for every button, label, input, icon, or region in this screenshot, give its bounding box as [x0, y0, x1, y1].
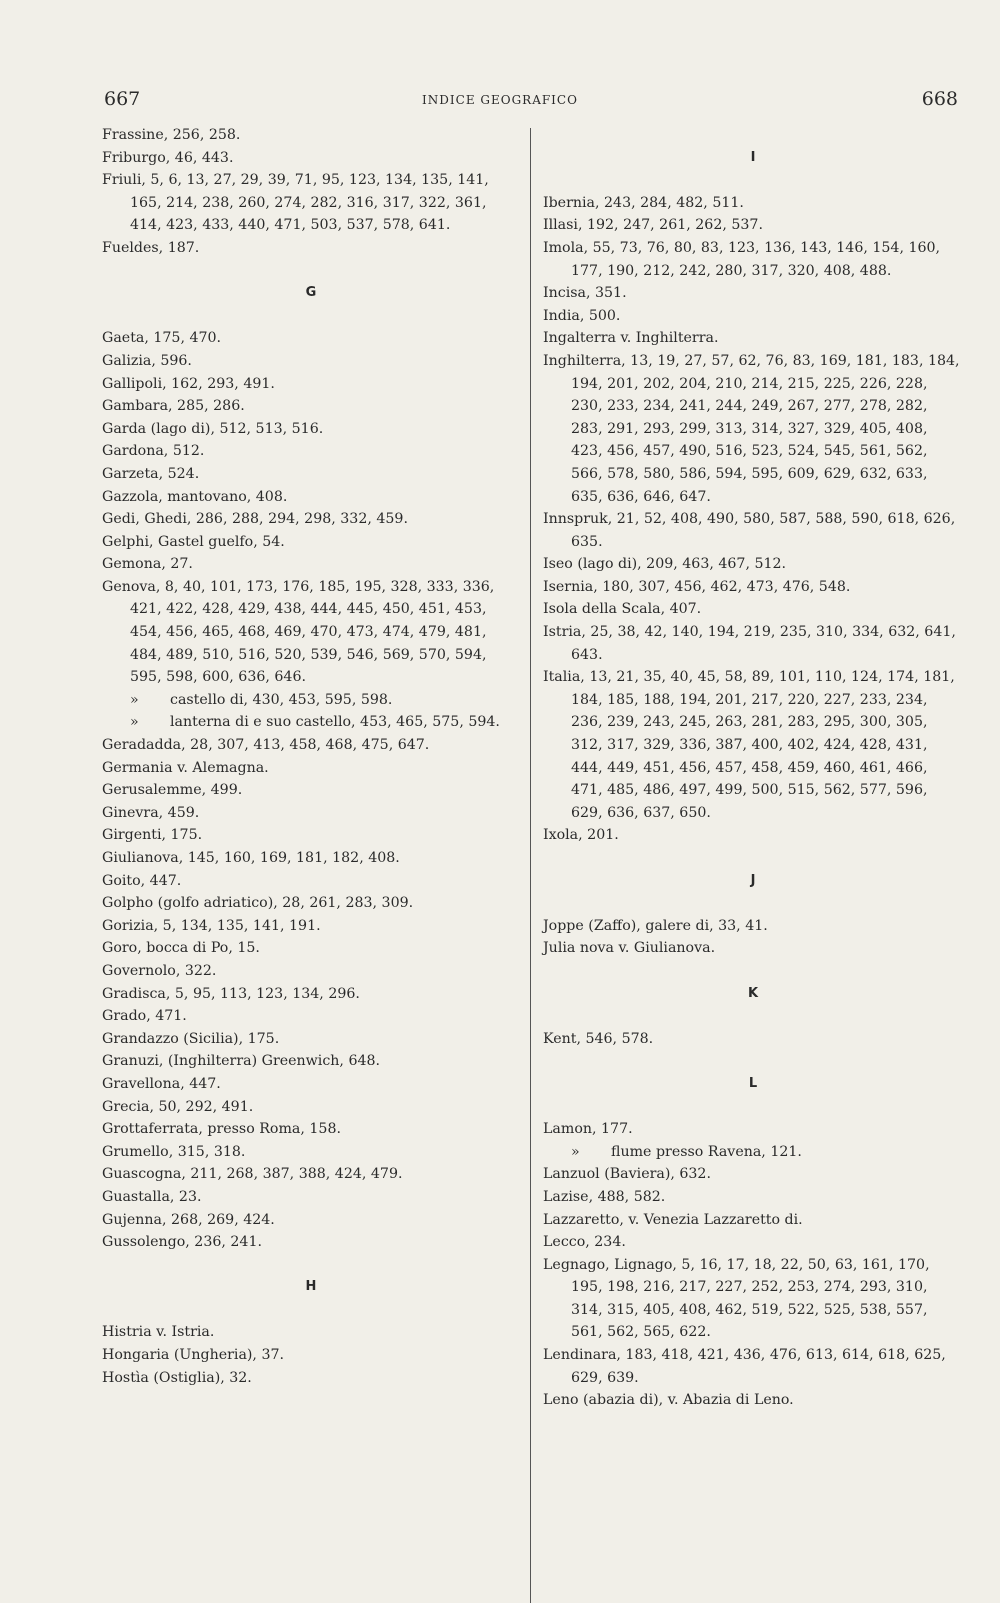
index-entry: Ibernia, 243, 284, 482, 511. — [543, 194, 744, 211]
index-entry: Gravellona, 447. — [102, 1075, 221, 1092]
index-entry: Gedi, Ghedi, 286, 288, 294, 298, 332, 459. — [102, 511, 408, 528]
index-entry: Garzeta, 524. — [102, 465, 200, 482]
index-entry: Geradadda, 28, 307, 413, 458, 468, 475, 647. — [102, 737, 430, 754]
ditto-mark: » — [130, 691, 139, 708]
index-entry: Inghilterra, 13, 19, 27, 57, 62, 76, 83, 169, 181, 183, 184, 194, 201, 202, 204, 210, 214, 215, 225, 226, 228, 230, 233, 234, 241, 244, 249, 267, 277, 278, 282, 283, 291, 293, 299, 313, 314, 327, 329, 405, 408, 423, 456, 457, 490, 516, 523, 524, 545, 561, 562, 566, 578, 580, 586, 594, 595, 609, 629, 632, 633, 635, 636, 646, 647. — [543, 352, 960, 505]
index-entry: Italia, 13, 21, 35, 40, 45, 58, 89, 101, 110, 124, 174, 181, 184, 185, 188, 194, 201, 217, 220, 227, 233, 234, 236, 239, 243, 245, 263, 281, 283, 295, 300, 305, 312, 317, 329, 336, 387, 400, 402, 424, 428, 431, 444, 449, 451, 456, 457, 458, 459, 460, 461, 466, 471, 485, 486, 497, 499, 500, 515, 562, 577, 596, 629, 636, 637, 650. — [543, 669, 955, 821]
index-entry: Istria, 25, 38, 42, 140, 194, 219, 235, 310, 334, 632, 641, 643. — [543, 624, 956, 663]
ditto-mark: » — [130, 714, 139, 731]
index-entry: Grecia, 50, 292, 491. — [102, 1098, 254, 1115]
index-entry: Giulianova, 145, 160, 169, 181, 182, 408. — [102, 850, 400, 866]
index-entry: Lendinara, 183, 418, 421, 436, 476, 613, 614, 618, 625, 629, 639. — [543, 1347, 946, 1386]
section-letter: I — [750, 149, 756, 165]
subentry-text: flume presso Ravena, 121. — [611, 1143, 802, 1160]
ditto-mark: » — [571, 1143, 580, 1160]
index-entry: Grandazzo (Sicilia), 175. — [102, 1030, 280, 1047]
index-entry: Isola della Scala, 407. — [543, 601, 702, 618]
right-page-number: 668 — [921, 88, 958, 110]
index-entry: Hostìa (Ostiglia), 32. — [102, 1369, 252, 1386]
section-letter: G — [305, 285, 317, 301]
index-entry: Grottaferrata, presso Roma, 158. — [102, 1121, 341, 1138]
index-entry: Incisa, 351. — [543, 285, 627, 302]
section-spacer — [102, 1254, 520, 1277]
section-spacer — [543, 169, 963, 192]
index-entry: Lazzaretto, v. Venezia Lazzaretto di. — [543, 1211, 803, 1228]
section-letter: H — [305, 1279, 317, 1295]
index-entry: Grado, 471. — [102, 1008, 187, 1025]
index-entry: Julia nova v. Giulianova. — [543, 940, 716, 957]
section-letter: L — [748, 1075, 758, 1091]
page-header — [0, 88, 1000, 118]
index-entry: Lecco, 234. — [543, 1234, 626, 1251]
section-spacer — [543, 124, 963, 147]
left-page-number: 667 — [104, 88, 141, 110]
index-entry: Gemona, 27. — [102, 556, 193, 573]
section-letter: J — [750, 872, 756, 888]
section-spacer — [543, 1096, 963, 1119]
index-entry: Golpho (golfo adriatico), 28, 261, 283, 309. — [102, 895, 414, 912]
index-entry: Ginevra, 459. — [102, 804, 200, 821]
index-entry: Ixola, 201. — [543, 827, 619, 844]
section-spacer — [102, 260, 520, 283]
section-spacer — [543, 847, 963, 870]
index-entry: Joppe (Zaffo), galere di, 33, 41. — [543, 917, 768, 934]
subentry-text: castello di, 430, 453, 595, 598. — [170, 691, 393, 708]
index-entry: Ingalterra v. Inghilterra. — [543, 330, 719, 347]
index-entry: India, 500. — [543, 307, 621, 324]
index-entry: Hongaria (Ungheria), 37. — [102, 1347, 285, 1364]
running-title: INDICE GEOGRAFICO — [422, 93, 578, 107]
index-entry: Genova, 8, 40, 101, 173, 176, 185, 195, 328, 333, 336, 421, 422, 428, 429, 438, 444, 445, 450, 451, 453, 454, 456, 465, 468, 469, 470, 473, 474, 479, 481, 484, 489, 510, 516, 520, 539, 546, 569, 570, 594, 595, 598, 600, 636, 646. — [102, 578, 495, 686]
index-entry: Lanzuol (Baviera), 632. — [543, 1166, 711, 1183]
index-entry: Granuzi, (Inghilterra) Greenwich, 648. — [102, 1053, 381, 1070]
index-entry: Gardona, 512. — [102, 443, 205, 460]
section-spacer — [102, 1299, 520, 1322]
index-entry: Grumello, 315, 318. — [102, 1143, 246, 1160]
left-index-column — [102, 124, 520, 1389]
index-entry: Goito, 447. — [102, 872, 182, 889]
index-entry: Illasi, 192, 247, 261, 262, 537. — [543, 217, 763, 234]
index-entry: Gallipoli, 162, 293, 491. — [102, 375, 275, 392]
section-spacer — [543, 960, 963, 983]
index-subentry — [543, 1141, 963, 1164]
index-entry: Guascogna, 211, 268, 387, 388, 424, 479. — [102, 1166, 403, 1183]
right-index-column — [543, 124, 963, 1412]
index-entry: Gradisca, 5, 95, 113, 123, 134, 296. — [102, 985, 360, 1002]
column-divider — [530, 128, 531, 1603]
index-entry: Friburgo, 46, 443. — [102, 149, 234, 166]
index-entry: Fueldes, 187. — [102, 239, 200, 256]
index-entry: Legnago, Lignago, 5, 16, 17, 18, 22, 50, 63, 161, 170, 195, 198, 216, 217, 227, 252, 253, 274, 293, 310, 314, 315, 405, 408, 462, 519, 522, 525, 538, 557, 561, 562, 565, 622. — [543, 1256, 930, 1341]
index-entry: Gelphi, Gastel guelfo, 54. — [102, 533, 285, 550]
index-entry: Galizia, 596. — [102, 352, 192, 369]
section-spacer — [543, 1050, 963, 1073]
index-entry: Gazzola, mantovano, 408. — [102, 488, 288, 505]
index-entry: Imola, 55, 73, 76, 80, 83, 123, 136, 143, 146, 154, 160, 177, 190, 212, 242, 280, 317, 320, 408, 488. — [543, 239, 941, 279]
index-entry: Guastalla, 23. — [102, 1188, 202, 1205]
index-entry: Lamon, 177. — [543, 1121, 633, 1138]
index-entry: Gerusalemme, 499. — [102, 782, 243, 799]
index-subentry — [102, 711, 520, 734]
index-entry: Innspruk, 21, 52, 408, 490, 580, 587, 588, 590, 618, 626, 635. — [543, 511, 956, 550]
index-entry: Histria v. Istria. — [102, 1324, 215, 1341]
section-spacer — [102, 305, 520, 328]
section-spacer — [543, 1005, 963, 1028]
index-entry: Leno (abazia di), v. Abazia di Leno. — [543, 1392, 794, 1409]
index-entry: Kent, 546, 578. — [543, 1030, 654, 1047]
index-entry: Garda (lago di), 512, 513, 516. — [102, 420, 324, 437]
index-entry: Goro, bocca di Po, 15. — [102, 940, 260, 957]
section-spacer — [543, 892, 963, 915]
index-entry: Gorizia, 5, 134, 135, 141, 191. — [102, 917, 321, 934]
index-entry: Girgenti, 175. — [102, 827, 203, 844]
index-entry: Gaeta, 175, 470. — [102, 330, 222, 347]
index-subentry — [102, 689, 520, 712]
index-entry: Gambara, 285, 286. — [102, 398, 245, 415]
index-entry: Isernia, 180, 307, 456, 462, 473, 476, 548. — [543, 578, 851, 595]
subentry-text: lanterna di e suo castello, 453, 465, 575, 594. — [170, 714, 500, 731]
section-letter: K — [747, 985, 759, 1001]
index-entry: Lazise, 488, 582. — [543, 1188, 666, 1205]
index-entry: Iseo (lago di), 209, 463, 467, 512. — [543, 556, 787, 573]
index-entry: Gussolengo, 236, 241. — [102, 1234, 262, 1251]
index-entry: Frassine, 256, 258. — [102, 127, 241, 143]
index-entry: Governolo, 322. — [102, 962, 217, 979]
index-entry: Germania v. Alemagna. — [102, 759, 269, 776]
index-entry: Friuli, 5, 6, 13, 27, 29, 39, 71, 95, 123, 134, 135, 141, 165, 214, 238, 260, 274, 282, 316, 317, 322, 361, 414, 423, 433, 440, 471, 503, 537, 578, 641. — [102, 172, 489, 234]
index-entry: Gujenna, 268, 269, 424. — [102, 1211, 275, 1228]
